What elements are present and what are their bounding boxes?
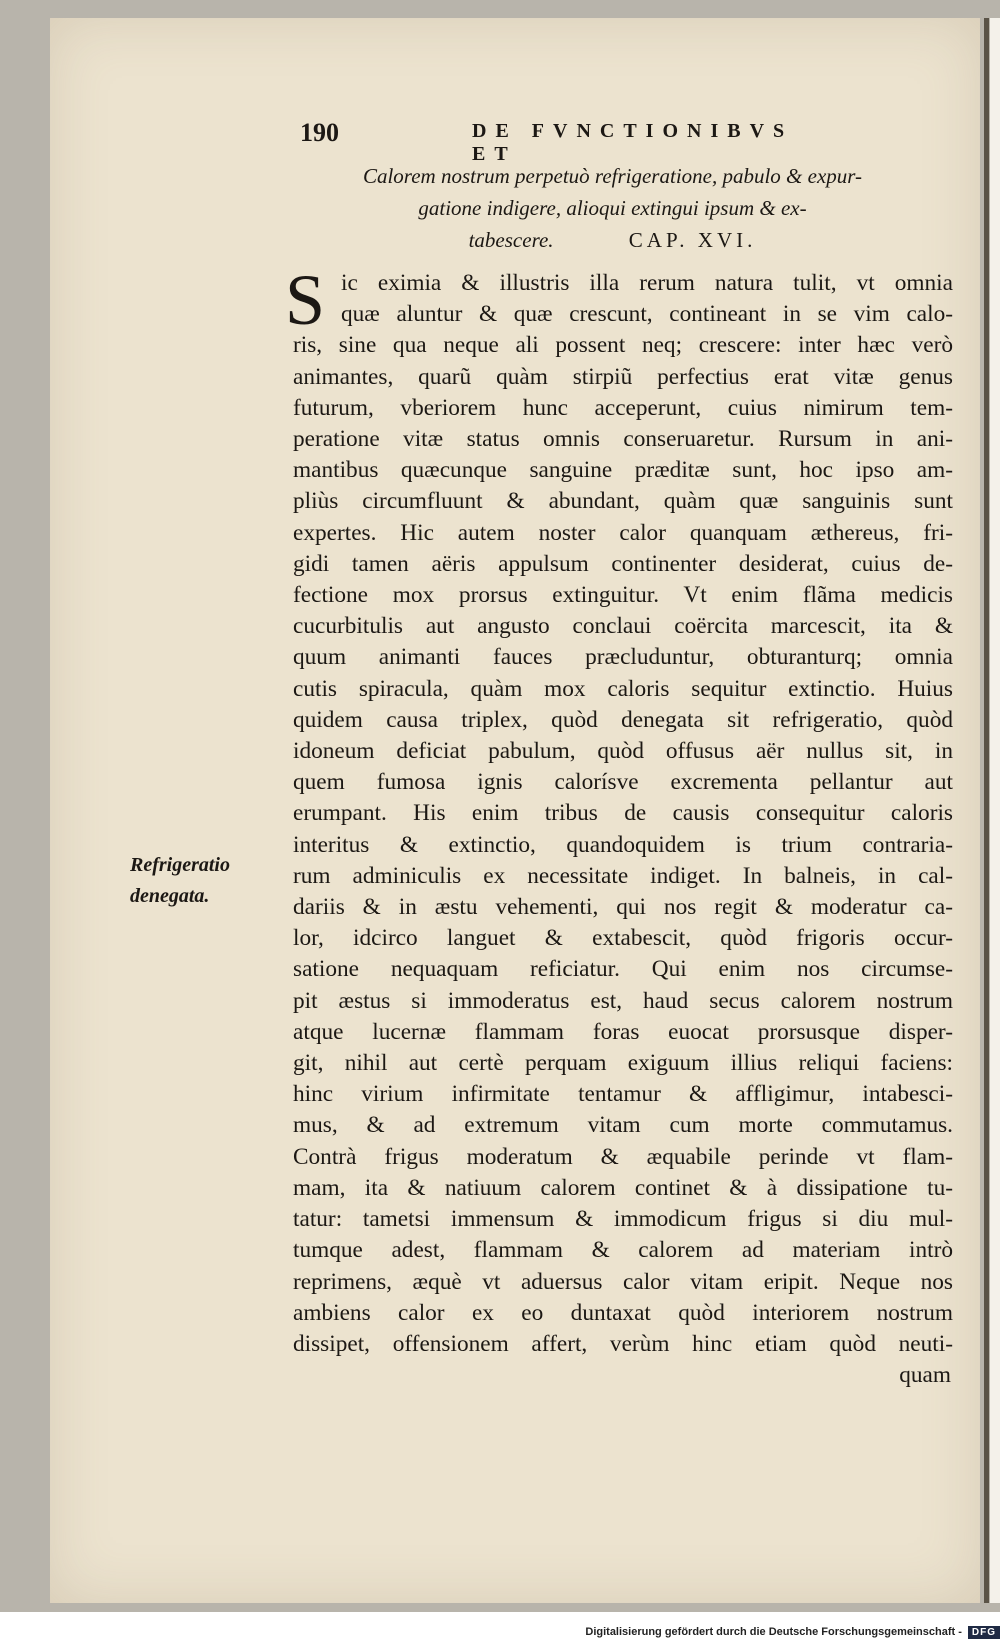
running-title: DE FVNCTIONIBVS ET: [472, 120, 794, 165]
text-line: tumque adest, flammam & calorem ad materiam intrò: [293, 1237, 953, 1264]
text-line: atque lucernæ flammam foras euocat prorsusque disper-: [293, 1018, 953, 1045]
text-line: ris, sine qua neque ali possent neq; crescere: inter hæc verò: [293, 332, 953, 359]
text-line: cucurbitulis aut angusto conclaui coërcita marcescit, ita &: [293, 613, 953, 640]
text-line: ambiens calor ex eo duntaxat quòd interiorem nostrum: [293, 1299, 953, 1326]
chapter-heading-line: [320, 224, 905, 256]
page-edge: [990, 18, 1000, 1603]
chapter-number: CAP. XVI.: [628, 228, 757, 252]
text-line: futurum, vberiorem hunc acceperunt, cuius nimirum tem-: [293, 394, 953, 421]
text-line: mam, ita & natiuum calorem continet & à dissipatione tu-: [293, 1174, 953, 1201]
text-line: gidi tamen aëris appulsum continenter desiderat, cuius de-: [293, 550, 953, 577]
text-line: dissipet, offensionem affert, verùm hinc etiam quòd neuti-: [293, 1330, 953, 1357]
margin-note-line: denegata.: [130, 885, 210, 907]
text-line: quem fumosa ignis calorísve excrementa pellantur aut: [293, 769, 953, 796]
chapter-heading: [320, 160, 905, 256]
text-line: hinc virium infirmitate tentamur & affligimur, intabesci-: [293, 1081, 953, 1108]
chapter-heading-line-end: tabescere.: [468, 228, 554, 252]
text-line: erumpant. His enim tribus de causis consequitur caloris: [293, 800, 953, 827]
text-line: lor, idcirco languet & extabescit, quòd frigoris occur-: [293, 925, 953, 952]
running-head: [300, 118, 820, 165]
chapter-heading-line: Calorem nostrum perpetuò refrigeratione, pabulo & expur-: [362, 164, 863, 188]
text-line: fectione mox prorsus extinguitur. Vt enim flãma medicis: [293, 582, 953, 609]
text-line: Contrà frigus moderatum & æquabile perinde vt flam-: [293, 1143, 953, 1170]
text-line: rum adminiculis ex necessitate indiget. In balneis, in cal-: [293, 862, 953, 889]
credit-text: Digitalisierung gefördert durch die Deutsche Forschungsgemeinschaft -: [585, 1626, 962, 1638]
text-line: ic eximia & illustris illa rerum natura tulit, vt omnia: [341, 270, 953, 296]
chapter-heading-line: gatione indigere, alioqui extingui ipsum & ex-: [418, 196, 807, 220]
text-line: quam: [899, 1362, 951, 1389]
text-line: pit æstus si immoderatus est, haud secus calorem nostrum: [293, 987, 953, 1014]
page-gutter-shadow: [984, 18, 989, 1603]
text-line: tatur: tametsi immensum & immodicum frigus si diu mul-: [293, 1206, 953, 1233]
margin-note-line: Refrigeratio: [130, 854, 230, 876]
text-line: idoneum deficiat pabulum, quòd offusus aër nullus sit, in: [293, 738, 953, 765]
text-line: mus, & ad extremum vitam cum morte commutamus.: [293, 1112, 953, 1139]
body-text: [285, 260, 953, 1391]
text-line: git, nihil aut certè perquam exiguum illius reliqui faciens:: [293, 1050, 953, 1077]
text-line: mantibus quæcunque sanguine præditæ sunt, hoc ipso am-: [293, 457, 953, 484]
text-line: animantes, quarũ quàm stirpiũ perfectius erat vitæ genus: [293, 363, 953, 390]
text-line: expertes. Hic autem noster calor quanquam æthereus, fri-: [293, 519, 953, 546]
digitization-credit: [585, 1622, 1000, 1642]
margin-note: [130, 850, 270, 912]
text-line: pliùs circumfluunt & abundant, quàm quæ sanguinis sunt: [293, 488, 953, 515]
text-line: interitus & extinctio, quandoquidem is trium contraria-: [293, 831, 953, 858]
page-number: 190: [300, 118, 339, 147]
text-line: dariis & in æstu vehementi, qui nos regit & moderatur ca-: [293, 894, 953, 921]
text-line: quæ aluntur & quæ crescunt, contineant in se vim calo-: [341, 301, 953, 328]
drop-cap: S: [285, 260, 326, 340]
text-line: cutis spiracula, quàm mox caloris sequitur extinctio. Huius: [293, 675, 953, 702]
text-line: quum animanti fauces præcluduntur, obturanturq; omnia: [293, 644, 953, 671]
text-line: reprimens, æquè vt aduersus calor vitam eripit. Neque nos: [293, 1268, 953, 1295]
text-line: quidem causa triplex, quòd denegata sit refrigeratio, quòd: [293, 706, 953, 733]
text-line: peratione vitæ status omnis conseruaretur. Rursum in ani-: [293, 426, 953, 453]
dfg-logo: DFG: [968, 1626, 1000, 1639]
text-line: satione nequaquam reficiatur. Qui enim nos circumse-: [293, 956, 953, 983]
